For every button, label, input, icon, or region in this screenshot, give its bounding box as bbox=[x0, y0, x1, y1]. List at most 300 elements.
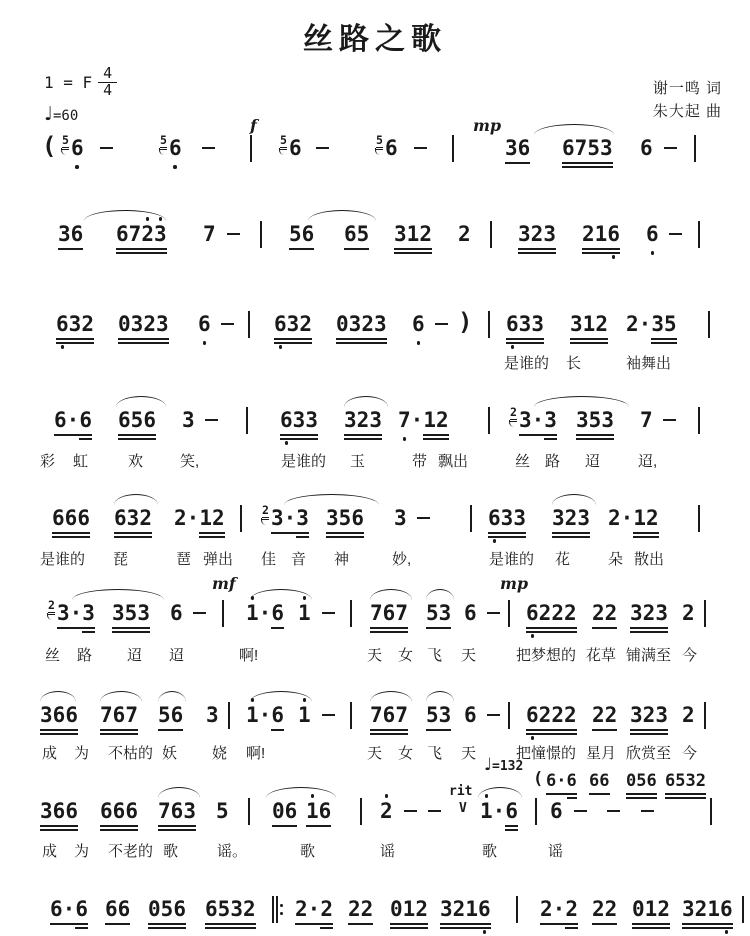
note-text bbox=[182, 408, 195, 433]
slur-arc bbox=[114, 494, 158, 505]
bar-line bbox=[704, 702, 706, 729]
tempo-value: =60 bbox=[52, 107, 79, 124]
digit: 3 bbox=[601, 408, 614, 432]
note-segment bbox=[344, 408, 382, 433]
grace-note: 5 bbox=[280, 134, 287, 146]
slur-arc bbox=[426, 691, 454, 702]
sustain-dash bbox=[663, 419, 676, 421]
note-segment bbox=[394, 222, 432, 247]
note-text bbox=[56, 312, 94, 337]
note-text bbox=[169, 136, 182, 161]
note-group bbox=[552, 506, 590, 531]
digit: 5 bbox=[588, 408, 602, 432]
note-group bbox=[246, 703, 284, 728]
bar-line bbox=[698, 407, 700, 434]
bar-line bbox=[490, 221, 492, 248]
digit: 2 bbox=[139, 506, 152, 530]
note-group bbox=[206, 703, 219, 728]
note-text bbox=[246, 703, 284, 728]
lyric-syllable: 弹出 bbox=[203, 551, 234, 568]
note-segment bbox=[205, 897, 256, 922]
note-text bbox=[174, 506, 225, 531]
note-group bbox=[348, 897, 373, 922]
sustain-dash bbox=[316, 147, 329, 149]
note-group bbox=[562, 136, 613, 161]
digit: 6 bbox=[384, 136, 398, 160]
digit: 2 bbox=[458, 222, 471, 246]
digit: 6 bbox=[173, 897, 186, 921]
slur-arc bbox=[534, 396, 629, 407]
grace-note: 2 bbox=[510, 406, 517, 418]
note-segment bbox=[118, 312, 169, 337]
slur-arc bbox=[84, 210, 166, 221]
music-line bbox=[0, 503, 750, 536]
digit: 6 bbox=[562, 136, 575, 160]
octave-dot-below: 6 bbox=[607, 222, 620, 246]
lyric-syllable: 为 bbox=[74, 843, 90, 860]
octave-dot-below: 7 bbox=[398, 408, 411, 432]
digit: 0 bbox=[626, 771, 637, 791]
note-group bbox=[576, 408, 614, 433]
sustain-dash bbox=[100, 147, 113, 149]
slur-arc bbox=[370, 589, 412, 600]
lyric-syllable: 飞 bbox=[427, 745, 443, 762]
note-group bbox=[665, 771, 706, 792]
note-segment bbox=[326, 506, 364, 531]
slur-arc bbox=[308, 210, 376, 221]
digit: 6 bbox=[665, 771, 676, 791]
lyric-syllable: 是谁的 bbox=[40, 551, 86, 568]
note-segment bbox=[546, 771, 567, 792]
bar-line bbox=[240, 505, 242, 532]
digit: 6 bbox=[344, 222, 357, 246]
grace-hook bbox=[509, 420, 516, 427]
note-group bbox=[394, 222, 432, 247]
digit: 2 bbox=[582, 222, 595, 246]
note-group bbox=[54, 408, 92, 433]
digit: 3 bbox=[348, 312, 362, 336]
slur-arc bbox=[158, 691, 186, 702]
digit: 6 bbox=[351, 506, 364, 530]
grace-hook bbox=[159, 148, 166, 155]
note-segment bbox=[344, 222, 369, 247]
key-signature: 1 = F bbox=[44, 72, 93, 92]
note-text bbox=[58, 222, 83, 247]
note-group bbox=[592, 601, 617, 626]
note-group bbox=[592, 703, 617, 728]
inset-music-fragment bbox=[0, 771, 750, 801]
digit: 2 bbox=[645, 506, 659, 530]
lyric-syllable: 笑, bbox=[180, 453, 200, 470]
note-group bbox=[216, 799, 229, 824]
digit: 2 bbox=[174, 506, 187, 530]
note-text bbox=[52, 506, 90, 531]
note-text bbox=[385, 136, 398, 161]
digit: 6 bbox=[271, 601, 284, 625]
note-segment bbox=[296, 506, 309, 531]
note-group bbox=[582, 222, 620, 247]
note-text bbox=[550, 799, 563, 824]
lyric-syllable: 迢, bbox=[638, 453, 658, 470]
note-text bbox=[480, 799, 518, 824]
note-text bbox=[71, 136, 84, 161]
note-text bbox=[506, 312, 544, 337]
note-text bbox=[158, 799, 196, 824]
digit: 6 bbox=[112, 799, 126, 823]
digit: 2 bbox=[356, 408, 370, 432]
digit: 6 bbox=[65, 799, 78, 823]
note-segment bbox=[158, 703, 183, 728]
lyric-syllable: 女 bbox=[398, 647, 414, 664]
digit: 1 bbox=[406, 222, 420, 246]
note-segment bbox=[57, 601, 82, 626]
note-group bbox=[50, 897, 88, 922]
note-text bbox=[40, 703, 78, 728]
note-text bbox=[380, 799, 393, 824]
note-segment bbox=[518, 222, 556, 247]
quarter-note-icon: ♩ bbox=[44, 102, 53, 125]
digit: 7 bbox=[395, 703, 408, 727]
digit: · bbox=[620, 506, 634, 530]
lyric-syllable: 是谁的 bbox=[504, 355, 550, 372]
note-group bbox=[52, 506, 90, 531]
digit: 6 bbox=[517, 136, 531, 160]
note-group bbox=[306, 799, 331, 824]
digit: 3 bbox=[552, 506, 565, 530]
note-segment bbox=[640, 136, 653, 161]
note-group bbox=[100, 703, 138, 728]
digit: 2 bbox=[143, 312, 156, 336]
digit: 3 bbox=[440, 897, 453, 921]
note-text bbox=[246, 601, 284, 626]
note-group bbox=[262, 503, 309, 531]
digit: 6 bbox=[205, 897, 218, 921]
sustain-dash bbox=[322, 714, 335, 716]
slur-arc bbox=[344, 396, 388, 407]
note-text bbox=[394, 222, 432, 247]
slur-arc bbox=[370, 691, 412, 702]
note-text bbox=[592, 703, 617, 728]
lyric-syllable: 啊! bbox=[239, 647, 259, 664]
digit: 2 bbox=[694, 897, 708, 921]
note-segment bbox=[298, 601, 311, 626]
note-group bbox=[182, 408, 195, 433]
coda-tempo-value: =132 bbox=[492, 759, 524, 774]
octave-dot-below: 6 bbox=[526, 601, 539, 625]
digit: 5 bbox=[217, 897, 231, 921]
note-segment bbox=[206, 703, 219, 728]
note-text bbox=[576, 408, 614, 433]
slur-arc bbox=[284, 494, 379, 505]
grace-note: 5 bbox=[62, 134, 69, 146]
note-segment bbox=[488, 506, 526, 531]
slur-arc bbox=[250, 589, 312, 600]
note-segment bbox=[390, 897, 428, 922]
digit: 5 bbox=[356, 222, 370, 246]
note-group bbox=[174, 506, 225, 531]
sustain-dash bbox=[669, 233, 682, 235]
digit: 3 bbox=[206, 703, 219, 727]
digit: 3 bbox=[182, 408, 195, 432]
note-text bbox=[289, 136, 302, 161]
note-group bbox=[682, 601, 695, 626]
digit: 3 bbox=[630, 703, 643, 727]
note-group bbox=[298, 703, 311, 728]
bar-line bbox=[708, 311, 710, 338]
digit: 2 bbox=[360, 897, 374, 921]
note-segment bbox=[464, 601, 477, 626]
lyric-syllable: 星月 bbox=[586, 745, 617, 762]
digit: 3 bbox=[531, 312, 544, 336]
quarter-note-icon: ♩ bbox=[484, 755, 493, 775]
grace-hook bbox=[261, 518, 268, 525]
lyric-syllable: 歌 bbox=[300, 843, 316, 860]
digit: 7 bbox=[203, 222, 216, 246]
note-group bbox=[510, 405, 557, 433]
sustain-dash bbox=[435, 323, 448, 325]
digit: 3 bbox=[570, 312, 583, 336]
digit: · bbox=[66, 408, 80, 432]
note-text bbox=[518, 222, 556, 247]
composer-credit: 朱大起 曲 bbox=[652, 102, 722, 120]
digit: 3 bbox=[82, 601, 95, 625]
digit: 1 bbox=[465, 897, 478, 921]
digit: 6 bbox=[64, 506, 78, 530]
digit: 3 bbox=[326, 506, 339, 530]
note-text bbox=[682, 897, 733, 922]
bar-line bbox=[704, 600, 706, 627]
sustain-dash bbox=[664, 147, 677, 149]
lyric-syllable: 神 bbox=[334, 551, 350, 568]
note-text bbox=[488, 506, 526, 531]
tempo-marking bbox=[44, 103, 117, 125]
dynamic-mark: mp bbox=[473, 116, 502, 135]
digit: 2 bbox=[642, 703, 656, 727]
grace-hook bbox=[375, 148, 382, 155]
digit: 5 bbox=[124, 601, 138, 625]
note-group bbox=[280, 408, 318, 433]
repeat-bar bbox=[272, 896, 274, 923]
note-group bbox=[570, 312, 608, 337]
time-signature-numerator: 4 bbox=[98, 66, 117, 83]
digit: 6 bbox=[143, 408, 156, 432]
note-segment bbox=[79, 408, 92, 433]
note-segment bbox=[608, 506, 633, 531]
note-text bbox=[540, 897, 578, 922]
note-segment bbox=[274, 312, 312, 337]
digit: 2 bbox=[642, 601, 656, 625]
lyric-syllable: 丝 bbox=[515, 453, 531, 470]
lyric-syllable: 带 bbox=[412, 453, 428, 470]
digit: 5 bbox=[158, 703, 171, 727]
note-group bbox=[630, 601, 668, 626]
note-segment bbox=[394, 506, 407, 531]
lyric-syllable: 欢 bbox=[128, 453, 144, 470]
sustain-dash bbox=[487, 612, 500, 614]
note-segment bbox=[592, 703, 617, 728]
digit: 7 bbox=[574, 136, 588, 160]
lyric-syllable: 飘出 bbox=[438, 453, 469, 470]
note-segment bbox=[198, 312, 211, 337]
digit: 3 bbox=[344, 408, 357, 432]
note-segment bbox=[576, 408, 614, 433]
note-text bbox=[464, 601, 477, 626]
note-segment bbox=[40, 799, 78, 824]
sustain-dash bbox=[641, 810, 654, 812]
note-group bbox=[116, 222, 167, 247]
lyric-syllable: 音 bbox=[291, 551, 307, 568]
digit: 6 bbox=[284, 799, 298, 823]
lyric-syllable: 女 bbox=[398, 745, 414, 762]
lyric-syllable: 花 bbox=[555, 551, 571, 568]
digit: 3 bbox=[655, 601, 668, 625]
octave-dot-below: 6 bbox=[526, 703, 539, 727]
note-segment bbox=[544, 408, 557, 433]
digit: 6 bbox=[271, 703, 284, 727]
note-text bbox=[216, 799, 229, 824]
digit: 3 bbox=[155, 312, 169, 336]
octave-dot-below: 6 bbox=[274, 312, 287, 336]
digit: 2 bbox=[564, 506, 578, 530]
digit: 7 bbox=[395, 601, 408, 625]
time-signature bbox=[98, 66, 117, 99]
note-text bbox=[526, 703, 577, 728]
digit: 6 bbox=[589, 771, 600, 791]
bar-line bbox=[710, 798, 712, 825]
note-segment bbox=[646, 222, 659, 247]
note-segment bbox=[71, 136, 84, 161]
note-text bbox=[118, 312, 169, 337]
note-segment bbox=[440, 897, 491, 922]
bar-line bbox=[452, 135, 454, 162]
note-segment bbox=[458, 222, 471, 247]
note-text bbox=[426, 703, 451, 728]
note-segment bbox=[50, 897, 75, 922]
lyric-syllable: 散出 bbox=[634, 551, 665, 568]
bar-line bbox=[470, 505, 472, 532]
digit: 3 bbox=[500, 506, 514, 530]
digit: 7 bbox=[100, 703, 113, 727]
sustain-dash bbox=[404, 810, 417, 812]
note-group bbox=[272, 799, 297, 824]
digit: 6 bbox=[546, 771, 557, 791]
note-group bbox=[458, 222, 471, 247]
digit: 3 bbox=[369, 408, 382, 432]
lyrics-line bbox=[0, 450, 750, 470]
note-text bbox=[626, 312, 677, 337]
bar-line bbox=[508, 702, 510, 729]
digit: 3 bbox=[58, 222, 71, 246]
lyric-syllable: 今 bbox=[682, 647, 698, 664]
note-text bbox=[118, 408, 156, 433]
digit: 3 bbox=[56, 601, 70, 625]
digit: 6 bbox=[170, 703, 184, 727]
digit: 7 bbox=[125, 703, 138, 727]
digit: 3 bbox=[292, 408, 306, 432]
music-line bbox=[0, 405, 750, 438]
note-segment bbox=[348, 897, 373, 922]
digit: 6 bbox=[50, 897, 63, 921]
note-group bbox=[440, 897, 491, 922]
note-segment bbox=[540, 897, 565, 922]
note-group bbox=[158, 703, 183, 728]
note-segment bbox=[298, 703, 311, 728]
digit: 3 bbox=[682, 897, 695, 921]
note-segment bbox=[100, 799, 138, 824]
note-group bbox=[488, 506, 526, 531]
note-text bbox=[50, 897, 88, 922]
octave-dot-below: 6 bbox=[646, 222, 659, 246]
note-text bbox=[298, 601, 311, 626]
note-text bbox=[630, 703, 668, 728]
note-group bbox=[398, 408, 449, 433]
digit: 6 bbox=[301, 222, 315, 246]
note-segment bbox=[203, 222, 216, 247]
digit: 6 bbox=[170, 601, 183, 625]
digit: 6 bbox=[464, 703, 477, 727]
digit: 6 bbox=[79, 408, 92, 432]
note-group bbox=[344, 222, 369, 247]
note-segment bbox=[272, 799, 297, 824]
digit: 3 bbox=[270, 506, 284, 530]
grace-hook bbox=[279, 148, 286, 155]
note-group bbox=[62, 133, 84, 161]
note-group bbox=[526, 601, 577, 626]
digit: 3 bbox=[518, 408, 532, 432]
digit: 2 bbox=[551, 601, 564, 625]
note-segment bbox=[100, 703, 138, 728]
note-group bbox=[48, 598, 95, 626]
note-text bbox=[592, 601, 617, 626]
digit: 6 bbox=[550, 799, 563, 823]
bar-line bbox=[228, 702, 230, 729]
bar-line bbox=[350, 600, 352, 627]
note-segment bbox=[570, 312, 608, 337]
note-text bbox=[640, 408, 653, 433]
octave-dot-below: 6 bbox=[506, 312, 519, 336]
sustain-dash bbox=[221, 323, 234, 325]
slur-arc bbox=[116, 396, 166, 407]
digit: 2 bbox=[348, 897, 361, 921]
digit: 2 bbox=[563, 703, 577, 727]
repeat-dot bbox=[280, 912, 283, 915]
digit: 7 bbox=[158, 799, 171, 823]
note-text bbox=[398, 408, 449, 433]
lyric-syllable: 今 bbox=[682, 745, 698, 762]
digit: 6 bbox=[100, 799, 113, 823]
digit: 5 bbox=[130, 408, 144, 432]
octave-dot-below: 6 bbox=[280, 408, 293, 432]
note-text bbox=[546, 771, 577, 792]
note-segment bbox=[52, 506, 90, 531]
lyric-syllable: 花草 bbox=[586, 647, 617, 664]
digit: 1 bbox=[582, 312, 596, 336]
note-segment bbox=[199, 506, 224, 531]
digit: 3 bbox=[286, 312, 300, 336]
note-group bbox=[370, 703, 408, 728]
note-segment bbox=[562, 136, 613, 161]
note-segment bbox=[651, 312, 676, 337]
note-segment bbox=[116, 222, 167, 247]
note-text bbox=[626, 771, 657, 792]
note-segment bbox=[174, 506, 199, 531]
lyric-syllable: 把梦想的 bbox=[516, 647, 577, 664]
digit: 2 bbox=[682, 601, 695, 625]
digit: · bbox=[492, 799, 506, 823]
note-text bbox=[105, 897, 130, 922]
note-segment bbox=[289, 222, 314, 247]
digit: 2 bbox=[299, 312, 312, 336]
